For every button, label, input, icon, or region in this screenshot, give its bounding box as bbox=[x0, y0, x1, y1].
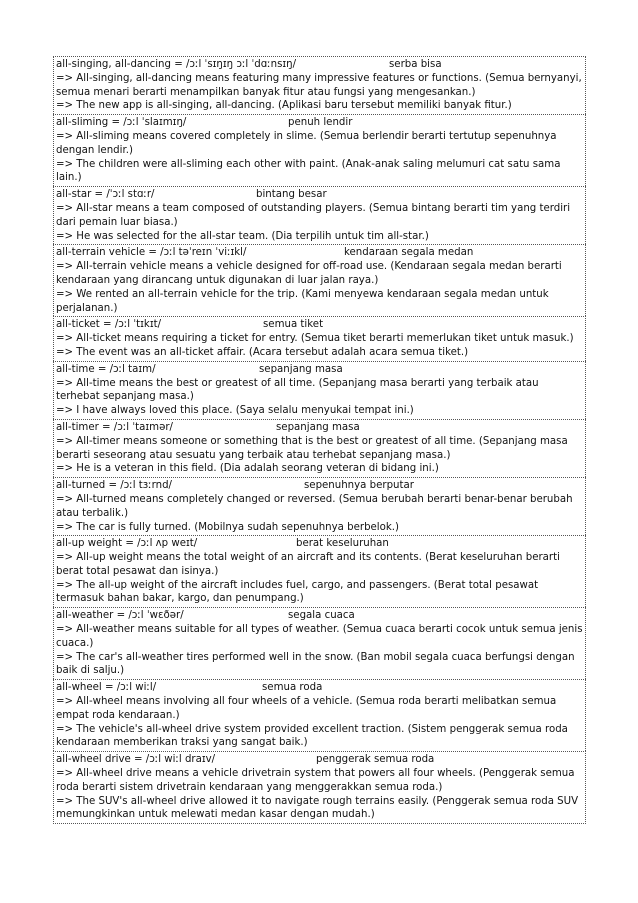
entry-term: all-wheel = /ɔːl wiːl/ bbox=[56, 682, 157, 694]
entry-term: all-turned = /ɔːl tɜːrnd/ bbox=[56, 480, 172, 492]
entry-translation: bintang besar bbox=[256, 189, 327, 201]
entry-definition: => All-star means a team composed of outstanding players. (Semua bintang berarti tim yang terdiri dari pemain luar biasa.) bbox=[56, 202, 571, 228]
entry-term: all-wheel drive = /ɔːl wiːl draɪv/ bbox=[56, 754, 216, 766]
entry-all-weather bbox=[53, 607, 586, 679]
entry-example: => The car is fully turned. (Mobilnya sudah sepenuhnya berbelok.) bbox=[56, 521, 399, 533]
entry-term: all-time = /ɔːl taɪm/ bbox=[56, 363, 156, 375]
entry-all-time bbox=[53, 361, 586, 419]
entry-term: all-sliming = /ɔːl ˈslaɪmɪŋ/ bbox=[56, 117, 187, 129]
entry-definition: => All-turned means completely changed or reversed. (Semua berubah berarti benar-benar berubah atau terbalik.) bbox=[56, 493, 573, 519]
entry-definition: => All-timer means someone or something that is the best or greatest of all time. (Sepanjang masa berarti seseorang atau sesuatu yang terbaik atau terhebat sepanjang masa.) bbox=[56, 435, 568, 461]
entry-all-wheel bbox=[53, 679, 586, 751]
entry-translation: penuh lendir bbox=[288, 117, 353, 129]
entry-all-up-weight bbox=[53, 535, 586, 607]
entry-header bbox=[56, 537, 584, 551]
entry-example: => The SUV's all-wheel drive allowed it to navigate rough terrains easily. (Penggerak semua roda SUV memungkinkan untuk melewati medan kasar dengan mudah.) bbox=[56, 795, 579, 821]
entry-header bbox=[56, 188, 584, 202]
entry-definition: => All-singing, all-dancing means featuring many impressive features or functions. (Semua bernyanyi, semua menari berarti menampilkan banyak fitur atau fungsi yang mengesankan.) bbox=[56, 72, 582, 98]
entry-translation: penggerak semua roda bbox=[316, 754, 435, 766]
entry-translation: berat keseluruhan bbox=[296, 538, 389, 550]
entry-all-singing bbox=[53, 56, 586, 114]
entry-definition: => All-wheel drive means a vehicle drivetrain system that powers all four wheels. (Penggerak semua roda berarti sistem drivetrain kendaraan yang menggerakkan semua roda.) bbox=[56, 768, 575, 793]
entry-example: => I have always loved this place. (Saya selalu menyukai tempat ini.) bbox=[56, 405, 414, 417]
entry-definition: => All-weather means suitable for all types of weather. (Semua cuaca berarti cocok untuk semua jenis cuaca.) bbox=[56, 624, 583, 649]
entry-term: all-up weight = /ɔːl ʌp weɪt/ bbox=[56, 538, 198, 550]
entry-all-wheel-drive bbox=[53, 751, 586, 824]
entry-example: => The event was an all-ticket affair. (Acara tersebut adalah acara semua tiket.) bbox=[56, 346, 469, 358]
entry-header bbox=[56, 479, 584, 493]
entry-example: => He was selected for the all-star team. (Dia terpilih untuk tim all-star.) bbox=[56, 230, 429, 242]
entry-example: => The children were all-sliming each other with paint. (Anak-anak saling melumuri cat satu sama lain.) bbox=[56, 158, 561, 184]
entry-example: => The vehicle's all-wheel drive system provided excellent traction. (Sistem penggerak semua roda kendaraan memberikan traksi yang sangat baik.) bbox=[56, 723, 568, 749]
entry-definition: => All-sliming means covered completely in slime. (Semua berlendir berarti tertutup sepenuhnya dengan lendir.) bbox=[56, 130, 557, 156]
entry-header bbox=[56, 58, 584, 72]
entry-translation: kendaraan segala medan bbox=[344, 247, 474, 259]
entry-translation: sepanjang masa bbox=[276, 421, 360, 433]
entry-translation: semua tiket bbox=[263, 319, 324, 331]
entry-header bbox=[56, 681, 584, 695]
entry-term: all-timer = /ɔːl ˈtaɪmər/ bbox=[56, 421, 173, 433]
entry-header bbox=[56, 363, 584, 377]
entry-term: all-weather = /ɔːl ˈwɛðər/ bbox=[56, 610, 184, 622]
entry-example: => The car's all-weather tires performed well in the snow. (Ban mobil segala cuaca berfungsi dengan baik di salju.) bbox=[56, 651, 575, 677]
entry-example: => We rented an all-terrain vehicle for the trip. (Kami menyewa kendaraan segala medan untuk perjalanan.) bbox=[56, 288, 549, 314]
entry-header bbox=[56, 318, 584, 332]
entry-translation: serba bisa bbox=[389, 59, 442, 70]
entry-definition: => All-time means the best or greatest of all time. (Sepanjang masa berarti yang terbaik atau terhebat sepanjang masa.) bbox=[56, 377, 539, 403]
entry-header bbox=[56, 609, 584, 623]
entry-term: all-star = /ˈɔːl stɑːr/ bbox=[56, 189, 155, 201]
entry-definition: => All-wheel means involving all four wheels of a vehicle. (Semua roda berarti melibatkan semua empat roda kendaraan.) bbox=[56, 696, 557, 721]
vocabulary-list bbox=[53, 56, 586, 824]
entry-example: => The new app is all-singing, all-dancing. (Aplikasi baru tersebut memiliki banyak fitur.) bbox=[56, 100, 512, 112]
entry-term: all-terrain vehicle = /ɔːl təˈreɪn ˈviːɪkl/ bbox=[56, 247, 247, 259]
entry-term: all-singing, all-dancing = /ɔːl ˈsɪŋɪŋ ɔːl ˈdɑːnsɪŋ/ bbox=[56, 59, 297, 70]
entry-all-star bbox=[53, 186, 586, 244]
entry-term: all-ticket = /ɔːl ˈtɪkɪt/ bbox=[56, 319, 162, 331]
entry-all-sliming bbox=[53, 114, 586, 186]
entry-definition: => All-up weight means the total weight of an aircraft and its contents. (Berat keseluruhan berarti berat total pesawat dan isinya.) bbox=[56, 552, 560, 577]
entry-example: => He is a veteran in this field. (Dia adalah seorang veteran di bidang ini.) bbox=[56, 463, 439, 475]
entry-header bbox=[56, 421, 584, 435]
entry-example: => The all-up weight of the aircraft includes fuel, cargo, and passengers. (Berat total pesawat termasuk bahan bakar, kargo, dan penumpang.) bbox=[56, 579, 539, 605]
entry-translation: semua roda bbox=[262, 682, 323, 694]
entry-header bbox=[56, 246, 584, 260]
entry-definition: => All-ticket means requiring a ticket for entry. (Semua tiket berarti memerlukan tiket untuk masuk.) bbox=[56, 333, 574, 345]
entry-header bbox=[56, 753, 584, 767]
entry-translation: sepanjang masa bbox=[259, 363, 343, 375]
entry-all-ticket bbox=[53, 316, 586, 360]
entry-all-turned bbox=[53, 477, 586, 535]
entry-header bbox=[56, 116, 584, 130]
entry-all-timer bbox=[53, 419, 586, 477]
entry-translation: segala cuaca bbox=[288, 610, 355, 622]
entry-all-terrain-vehicle bbox=[53, 244, 586, 316]
entry-definition: => All-terrain vehicle means a vehicle designed for off-road use. (Kendaraan segala medan berarti kendaraan yang dirancang untuk digunakan di luar jalan raya.) bbox=[56, 261, 562, 286]
entry-translation: sepenuhnya berputar bbox=[304, 480, 414, 492]
